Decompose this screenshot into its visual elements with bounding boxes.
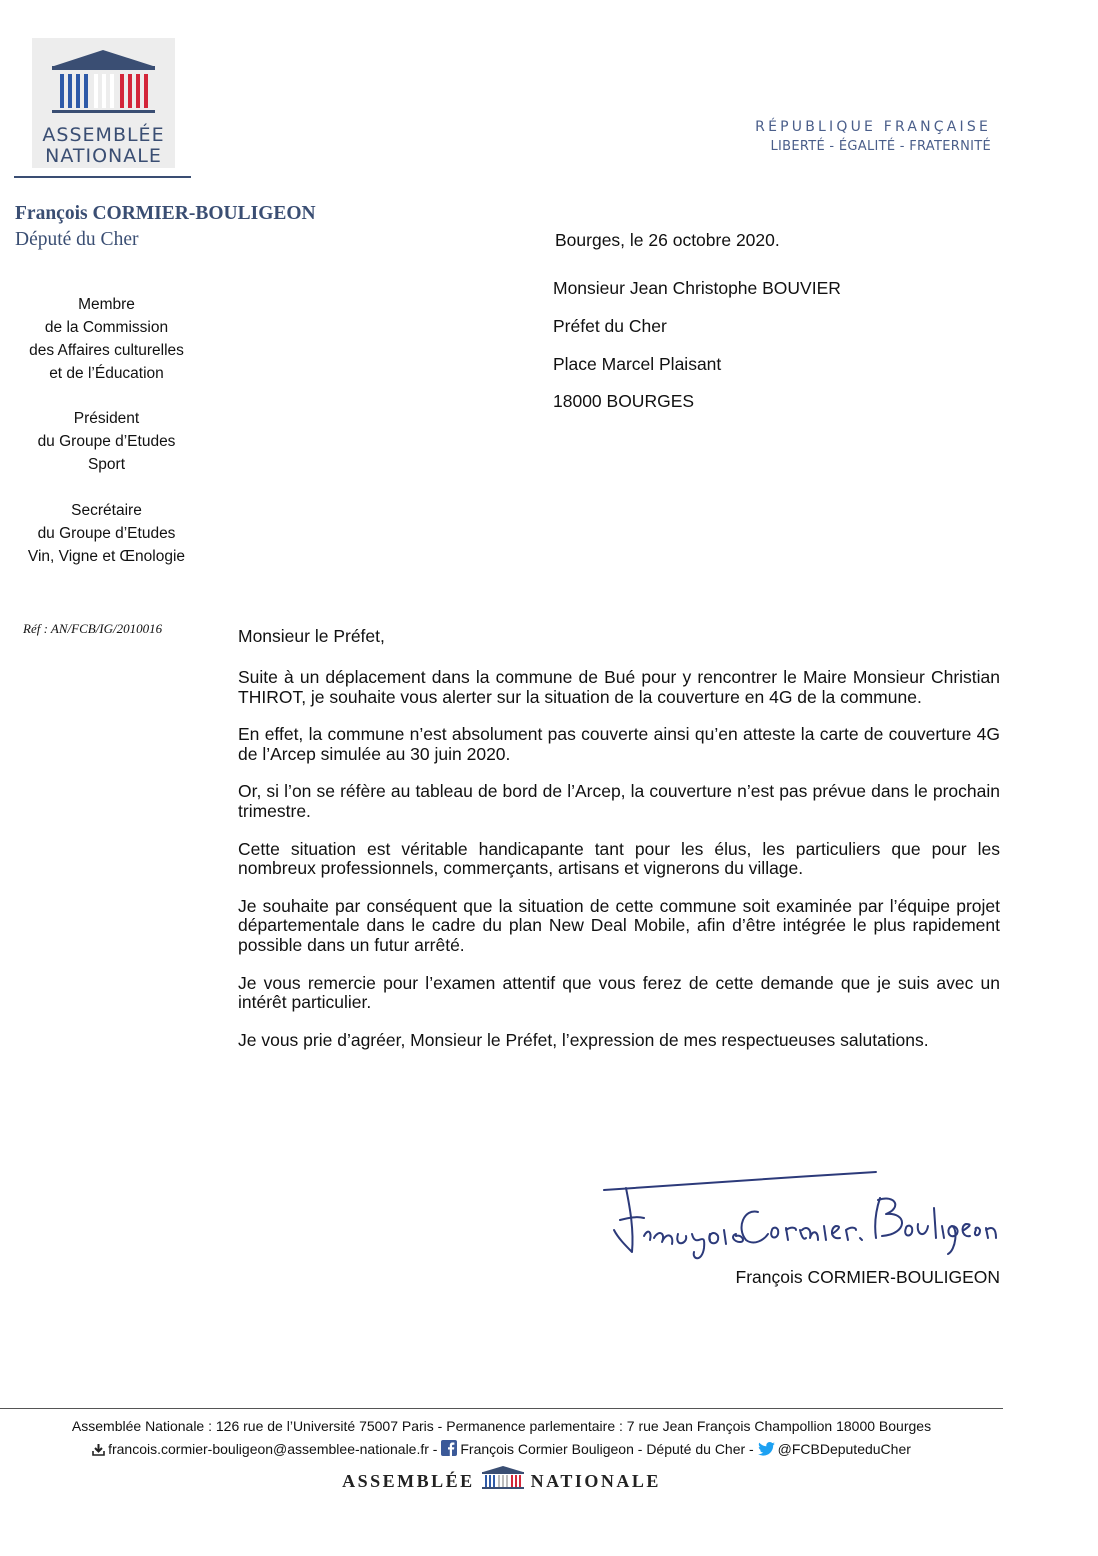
sidebar-line: du Groupe d’Etudes	[37, 525, 176, 542]
republique-francaise-header	[755, 119, 991, 154]
body-paragraph: Je vous prie d’agréer, Monsieur le Préfet, l’expression de mes respectueuses salutations.	[238, 1029, 929, 1050]
sidebar-sport-block	[14, 407, 199, 476]
body-paragraph: Suite à un déplacement dans la commune de Bué pour y rencontrer le Maire Monsieur Christian THIROT, je souhaite vous alerter sur la situation de la couverture en 4G de la commune.	[238, 667, 1000, 707]
signature-name: François CORMIER-BOULIGEON	[735, 1267, 1000, 1287]
sidebar-line: Membre	[78, 296, 135, 313]
footer-brand-right: NATIONALE	[530, 1471, 661, 1491]
footer-contacts	[0, 1440, 1003, 1457]
assembly-building-icon	[481, 1466, 525, 1490]
footer-separator: -	[745, 1441, 758, 1457]
letter-date: Bourges, le 26 octobre 2020.	[555, 230, 780, 250]
sidebar-line: Sport	[87, 456, 126, 473]
footer-facebook-link[interactable]: François Cormier Bouligeon - Député du Cher	[460, 1441, 746, 1457]
recipient-city: 18000 BOURGES	[553, 391, 695, 411]
footer-twitter-link[interactable]: @FCBDeputeduCher	[777, 1441, 911, 1457]
footer-email-link[interactable]: francois.cormier-bouligeon@assemblee-nationale.fr	[108, 1441, 429, 1457]
body-paragraph: Cette situation est véritable handicapante tant pour les élus, les particuliers que pour les nombreux professionnels, commerçants, artisans et vignerons du village.	[238, 838, 1000, 879]
sidebar-line: Président	[73, 410, 140, 427]
facebook-icon[interactable]	[441, 1440, 457, 1456]
sidebar-line: des Affaires culturelles	[29, 342, 184, 359]
sidebar-line: de la Commission	[44, 319, 169, 336]
handwritten-signature	[596, 1168, 1006, 1268]
letter-body	[238, 668, 1000, 1068]
assembly-building-icon	[46, 48, 161, 120]
footer-separator: -	[428, 1441, 442, 1457]
twitter-bird-icon[interactable]	[758, 1442, 775, 1456]
deputy-name: François CORMIER-BOULIGEON	[15, 203, 316, 224]
body-paragraph: En effet, la commune n’est absolument pas couverte ainsi qu’en atteste la carte de couverture 4G de l’Arcep simulée au 30 juin 2020.	[238, 724, 1000, 764]
recipient-street: Place Marcel Plaisant	[553, 354, 722, 374]
sidebar-line: du Groupe d’Etudes	[37, 433, 176, 450]
deputy-role: Député du Cher	[15, 229, 139, 250]
republique-title: RÉPUBLIQUE FRANÇAISE	[755, 119, 991, 135]
recipient-title: Préfet du Cher	[553, 316, 667, 336]
body-paragraph: Or, si l’on se réfère au tableau de bord de l’Arcep, la couverture n’est pas prévue dans le prochain trimestre.	[238, 781, 1000, 821]
letter-salutation: Monsieur le Préfet,	[238, 626, 385, 646]
download-icon	[92, 1443, 105, 1456]
sidebar-line: et de l’Éducation	[49, 365, 164, 382]
sidebar-line: Vin, Vigne et Œnologie	[27, 548, 186, 565]
republique-motto: LIBERTÉ - ÉGALITÉ - FRATERNITÉ	[770, 139, 991, 154]
logo-text-line2: NATIONALE	[45, 145, 162, 167]
logo-text-line1: ASSEMBLÉE	[42, 124, 165, 146]
sidebar-commission-block	[14, 293, 199, 385]
body-paragraph: Je vous remercie pour l’examen attentif que vous ferez de cette demande que je suis avec un intérêt particulier.	[238, 972, 1000, 1013]
sidebar-line: Secrétaire	[71, 502, 142, 519]
recipient-name: Monsieur Jean Christophe BOUVIER	[553, 278, 841, 298]
sidebar-vin-block	[14, 499, 199, 568]
body-paragraph: Je souhaite par conséquent que la situation de cette commune soit examinée par l’équipe projet départementale dans le cadre du plan New Deal Mobile, afin d’être intégrée le plus rapidement possible dans un futur arrêté.	[238, 895, 1000, 955]
assemblee-nationale-logo	[32, 38, 175, 168]
footer-brand-left: ASSEMBLÉE	[342, 1471, 475, 1491]
footer-brand	[0, 1466, 1003, 1492]
footer-address: Assemblée Nationale : 126 rue de l’Université 75007 Paris - Permanence parlementaire : 7 rue Jean François Champollion 18000 Bourges	[71, 1418, 932, 1434]
letter-reference: Réf : AN/FCB/IG/2010016	[23, 621, 163, 636]
footer-divider	[0, 1408, 1003, 1409]
logo-underline	[14, 176, 191, 178]
